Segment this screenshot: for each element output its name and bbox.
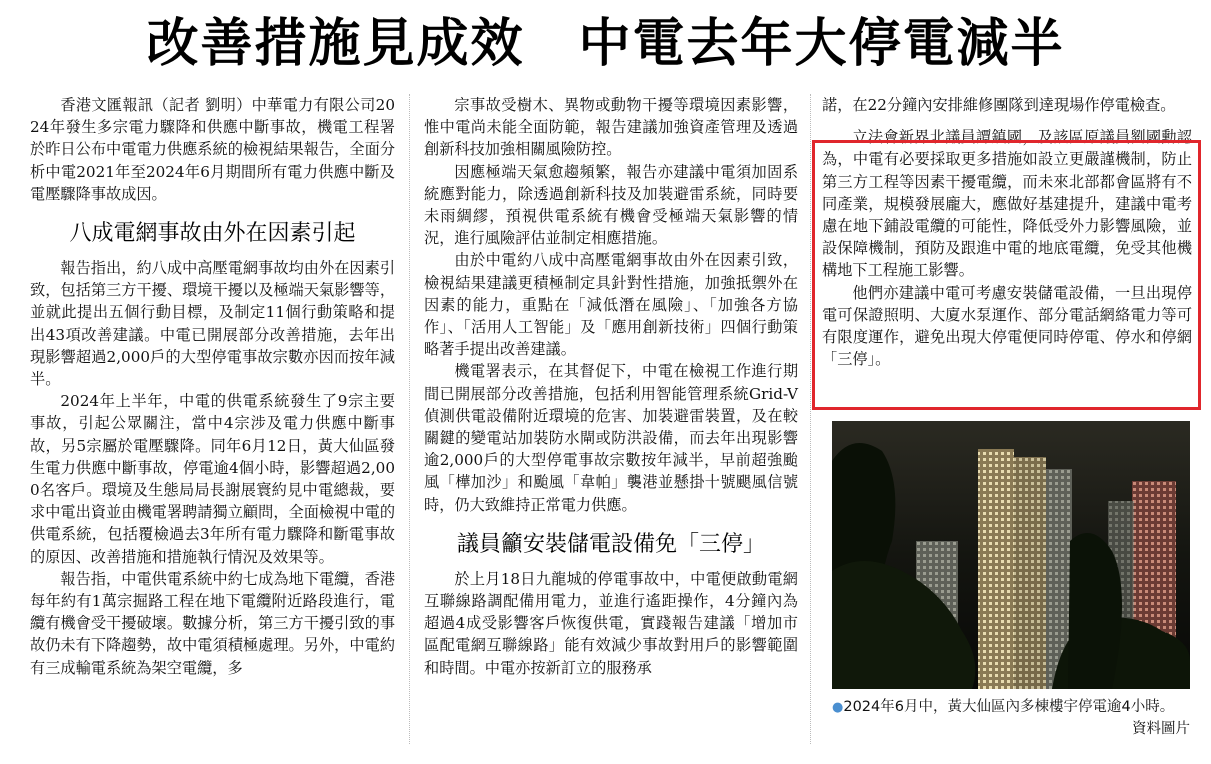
photo-credit: 資料圖片 xyxy=(1132,721,1190,737)
paragraph: 因應極端天氣愈趨頻繁，報告亦建議中電須加固系統應對能力，除透過創新科技及加裝避雷系統，同時要未雨綢繆，預視供電系統有機會受極端天氣影響的情況，進行風險評估並制定相應措施。 xyxy=(424,162,798,248)
column-3 xyxy=(822,94,1192,370)
paragraph: 機電署表示，在其督促下，中電在檢視工作進行期間已開展部分改善措施，包括利用智能管理系統Grid-V偵測供電設備附近環境的危害、加裝避雷裝置，及在較關鍵的變電站加裝防水閘或防洪設備，而去年出現影響逾2,000戶的大型停電事故宗數按年減半，早前超強颱風「樺加沙」和颱風「韋帕」襲港並懸掛十號颶風信號時，仍大致維持正常電力供應。 xyxy=(424,362,798,514)
paragraph: 報告指，中電供電系統中約七成為地下電纜，香港每年約有1萬宗掘路工程在地下電纜附近路段進行，電纜有機會受干擾破壞。數據分析，第三方干擾引致的事故仍未有下降趨勢，故中電須積極處理。另外，中電約有三成輸電系統為架空電纜，多 xyxy=(30,569,395,677)
paragraph: 2024年上半年，中電的供電系統發生了9宗主要事故，引起公眾關注，當中4宗涉及電力供應中斷事故，另5宗屬於電壓驟降。同年6月12日，黃大仙區發生電力供應中斷事故，停電逾4個小時，影響超過2,000名客戶。環境及生態局局長謝展寰約見中電總裁，要求中電出資並由機電署聘請獨立顧問，全面檢視中電的供電系統，包括覆檢過去3年所有電力驟降和斷電事故的原因、改善措施和措施執行情況及效果等。 xyxy=(30,392,395,566)
subheading-2: 議員籲安裝儲電設備免「三停」 xyxy=(456,531,765,557)
photo-caption xyxy=(832,696,1190,737)
lead-paragraph: 香港文匯報訊（記者 劉明）中華電力有限公司2024年發生多宗電力驟降和供應中斷事故，機電工程署於昨日公布中電電力供應系統的檢視結果報告，全面分析中電2021年至2024年6月期間所有電力供應中斷及電壓驟降事故成因。 xyxy=(30,96,395,203)
night-buildings-image xyxy=(832,421,1190,689)
caption-text: 2024年6月中，黃大仙區內多棟樓宇停電逾4小時。 xyxy=(843,699,1175,715)
column-divider xyxy=(409,94,410,744)
paragraph: 報告指出，約八成中高壓電網事故均由外在因素引致，包括第三方干擾、環境干擾以及極端天氣影響等，並就此提出五個行動目標，及制定11個行動策略和提出43項改善建議。中電已開展部分改善措施，去年出現影響超過2,000戶的大型停電事故宗數亦因而按年減半。 xyxy=(30,259,395,389)
column-divider xyxy=(810,94,811,744)
news-photo xyxy=(832,421,1190,689)
headline: 改善措施見成效 中電去年大停電減半 xyxy=(146,14,1065,74)
paragraph: 由於中電約八成中高壓電網事故由外在因素引致，檢視結果建議更積極制定具針對性措施，加強抵禦外在因素的能力，重點在「減低潛在風險」、「加強各方協作」、「活用人工智能」及「應用創新技術」四個行動策略著手提出改善建議。 xyxy=(424,251,798,359)
bullet-icon: ● xyxy=(832,700,844,715)
paragraph: 於上月18日九龍城的停電事故中，中電便啟動電網互聯線路調配備用電力，並進行遙距操作，4分鐘內為超過4成受影響客戶恢復供電，實踐報告建議「增加市區配電網互聯線路」能有效減少事故對用戶的影響範圍和時間。中電亦按新訂立的服務承 xyxy=(424,569,798,677)
subheading-1: 八成電網事故由外在因素引起 xyxy=(69,221,356,247)
paragraph: 宗事故受樹木、異物或動物干擾等環境因素影響，惟中電尚未能全面防範，報告建議加強資產管理及透過創新科技加強相關風險防控。 xyxy=(424,96,798,159)
paragraph: 諾，在22分鐘內安排維修團隊到達現場作停電檢查。 xyxy=(822,96,1176,114)
highlighted-paragraph: 立法會新界北議員譚鎮國，及該區原議員劉國勳認為，中電有必要採取更多措施如設立更嚴謹機制，防止第三方工程等因素干擾電纜，而未來北部都會區將有不同產業，規模發展龐大，應做好基建提升，建議中電考慮在地下鋪設電纜的可能性，降低受外力影響風險，並設保障機制，預防及跟進中電的地底電纜，免受其他機構地下工程施工影響。 xyxy=(822,128,1192,280)
highlighted-paragraph: 他們亦建議中電可考慮安裝儲電設備，一旦出現停電可保證照明、大廈水泵運作、部分電話網絡電力等可有限度運作，避免出現大停電便同時停電、停水和停網「三停」。 xyxy=(822,283,1192,369)
column-1 xyxy=(30,94,395,679)
column-2 xyxy=(424,94,798,679)
